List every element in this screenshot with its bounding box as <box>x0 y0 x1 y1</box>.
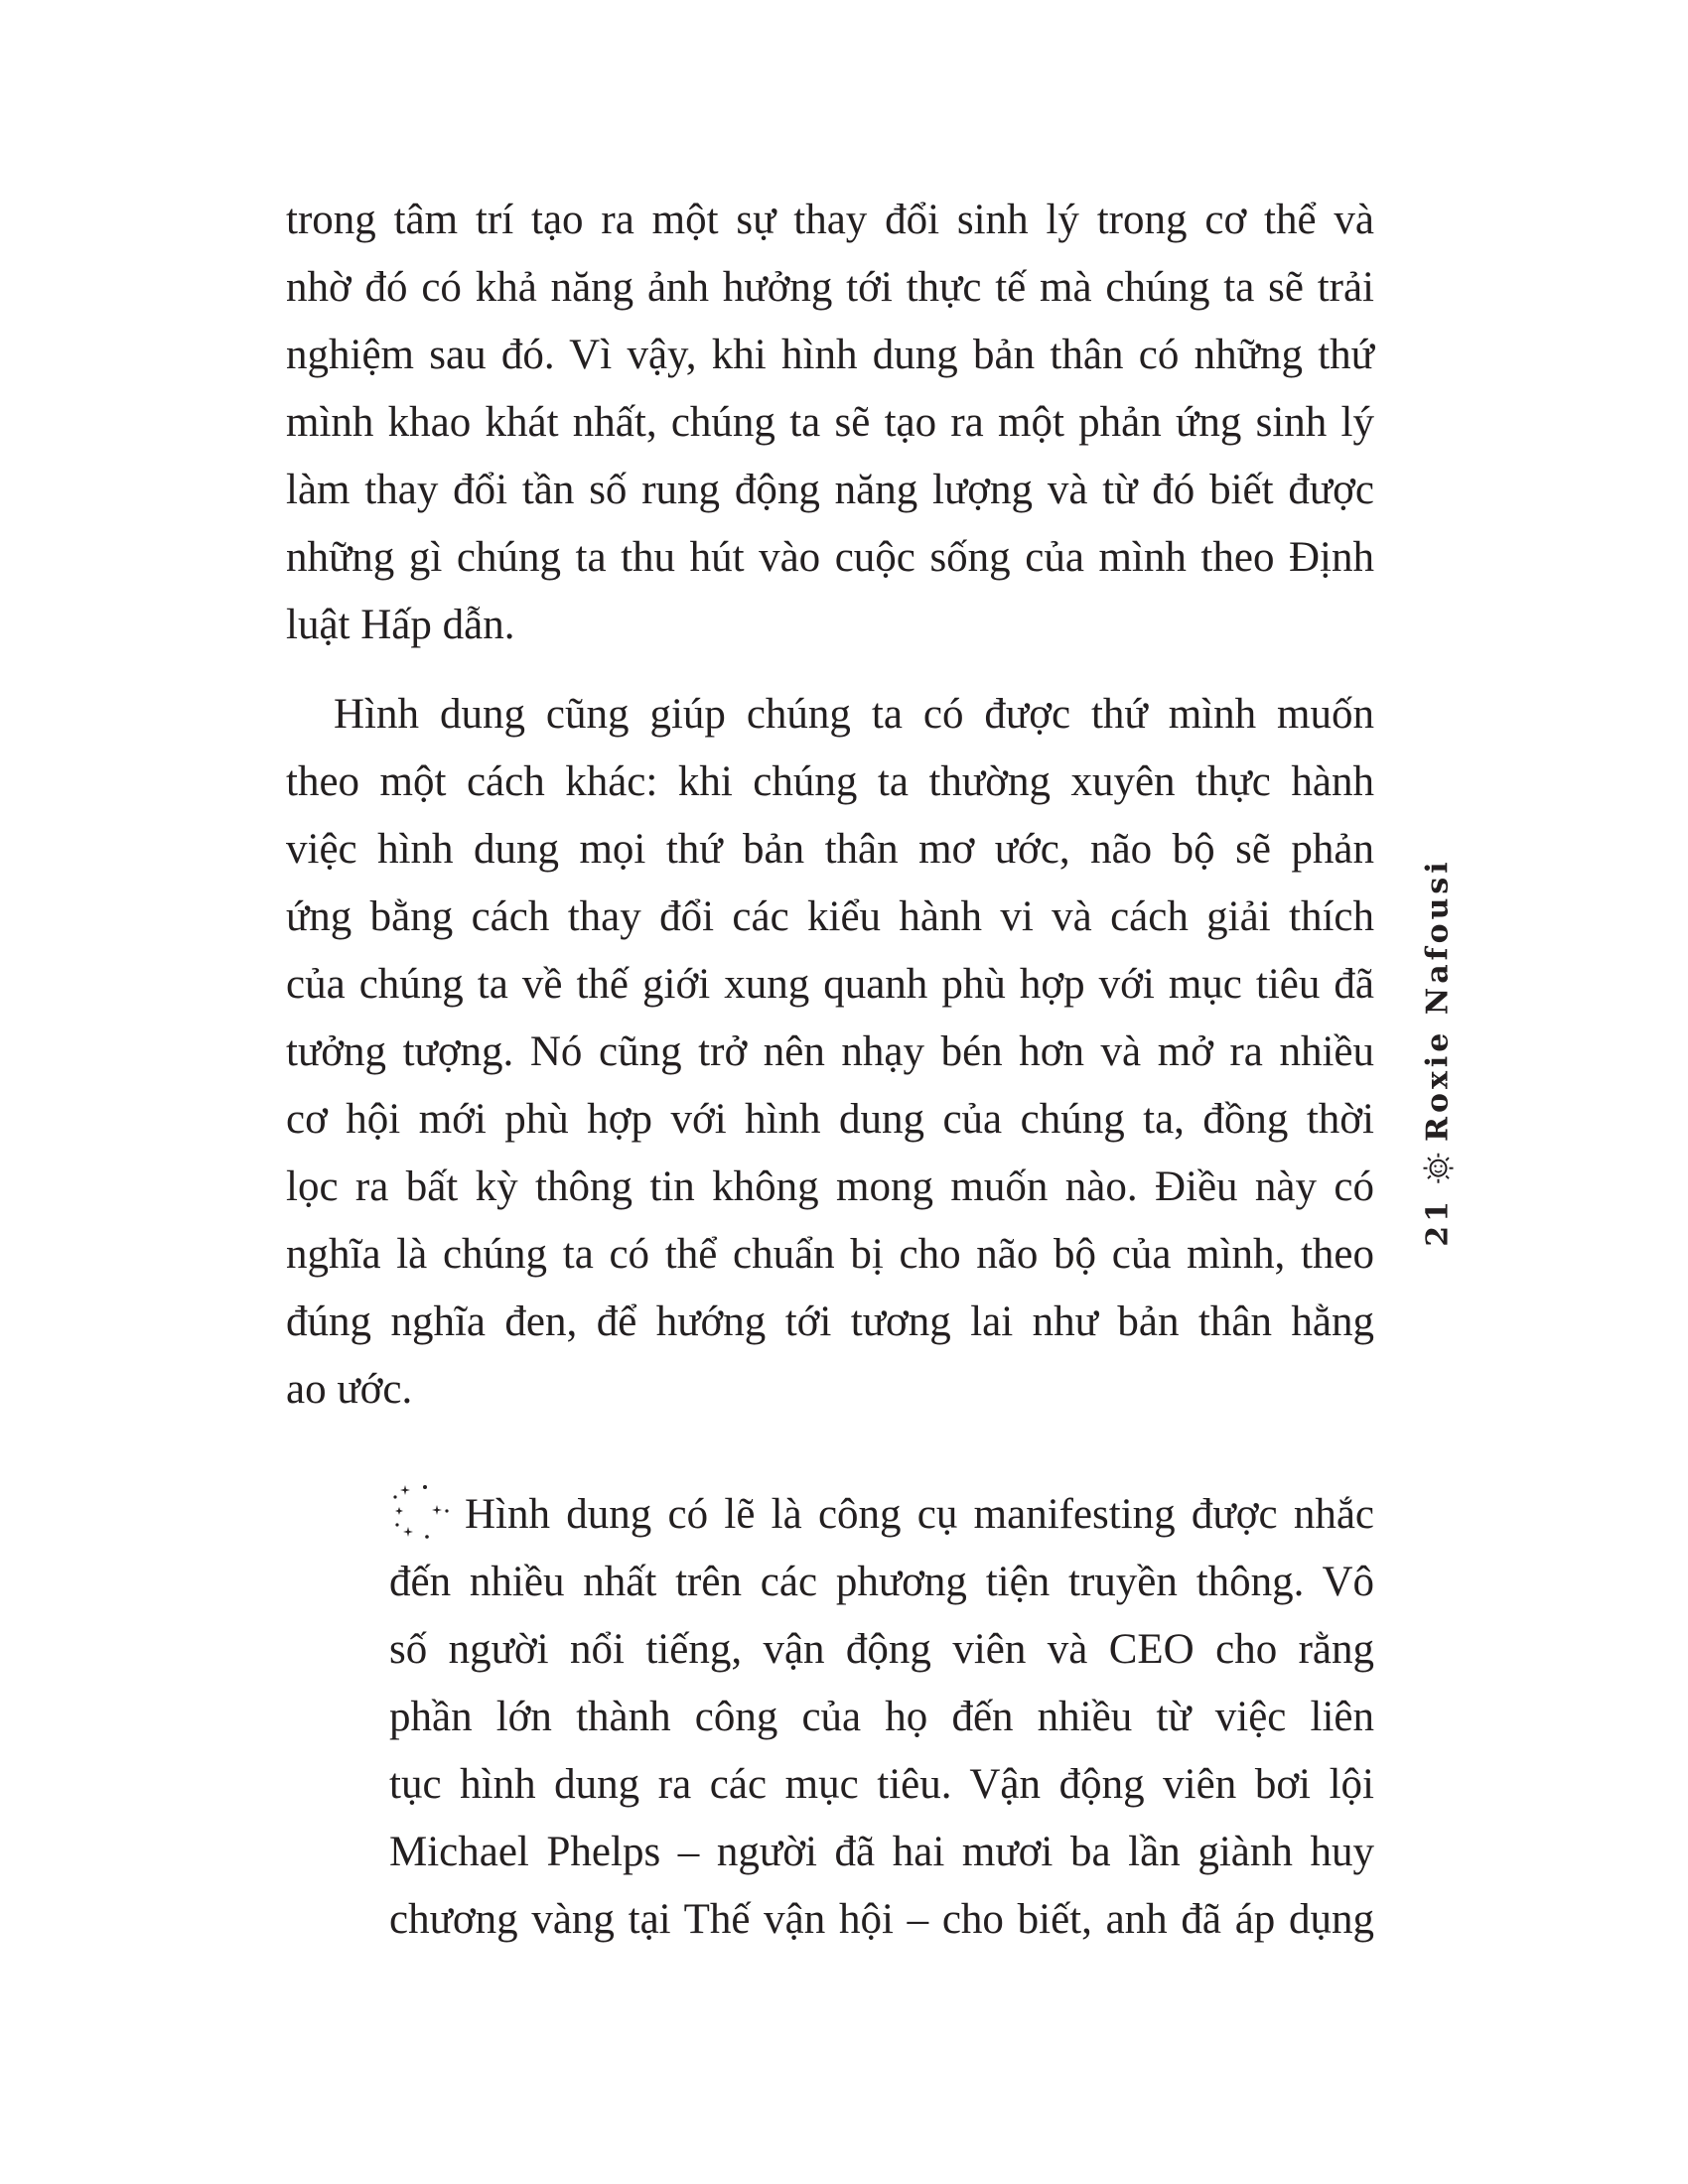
text-line: lọc ra bất kỳ thông tin không mong muốn nào. Điều này có <box>286 1163 1374 1210</box>
text-line: Hình dung có lẽ là công cụ manifesting được nhắc <box>465 1491 1374 1538</box>
text-line: nghiệm sau đó. Vì vậy, khi hình dung bản thân có những thứ <box>286 332 1374 378</box>
text-line: phần lớn thành công của họ đến nhiều từ việc liên <box>389 1694 1374 1740</box>
author-name: Roxie Nafousi <box>1420 858 1456 1142</box>
text-line: việc hình dung mọi thứ bản thân mơ ước, não bộ sẽ phản <box>286 826 1374 873</box>
text-line: đến nhiều nhất trên các phương tiện truyền thông. Vô <box>389 1559 1374 1605</box>
text-line: nhờ đó có khả năng ảnh hưởng tới thực tế mà chúng ta sẽ trải <box>286 264 1374 311</box>
text-line: những gì chúng ta thu hút vào cuộc sống của mình theo Định <box>286 534 1374 581</box>
text-line: luật Hấp dẫn. <box>286 602 515 648</box>
text-line: của chúng ta về thế giới xung quanh phù hợp với mục tiêu đã <box>286 961 1374 1008</box>
text-line: số người nổi tiếng, vận động viên và CEO cho rằng <box>389 1626 1374 1673</box>
moon-stars-icon <box>391 1481 453 1543</box>
text-line: chương vàng tại Thế vận hội – cho biết, anh đã áp dụng <box>389 1896 1374 1943</box>
text-line: ao ước. <box>286 1366 413 1413</box>
text-line: Hình dung cũng giúp chúng ta có được thứ mình muốn <box>334 691 1374 738</box>
text-line: theo một cách khác: khi chúng ta thường xuyên thực hành <box>286 758 1374 805</box>
text-line: nghĩa là chúng ta có thể chuẩn bị cho não bộ của mình, theo <box>286 1231 1374 1278</box>
text-line: Michael Phelps – người đã hai mươi ba lần giành huy <box>389 1829 1374 1875</box>
text-line: đúng nghĩa đen, để hướng tới tương lai như bản thân hằng <box>286 1298 1374 1345</box>
text-line: làm thay đổi tần số rung động năng lượng và từ đó biết được <box>286 467 1374 513</box>
running-footer <box>1408 858 1468 1247</box>
page-number: 21 <box>1420 1196 1456 1247</box>
text-line: tưởng tượng. Nó cũng trở nên nhạy bén hơn và mở ra nhiều <box>286 1028 1374 1075</box>
text-line: ứng bằng cách thay đổi các kiểu hành vi và cách giải thích <box>286 893 1374 940</box>
text-line: mình khao khát nhất, chúng ta sẽ tạo ra một phản ứng sinh lý <box>286 399 1374 446</box>
text-line: tục hình dung ra các mục tiêu. Vận động viên bơi lội <box>389 1761 1374 1808</box>
text-line: cơ hội mới phù hợp với hình dung của chúng ta, đồng thời <box>286 1096 1374 1143</box>
text-line: trong tâm trí tạo ra một sự thay đổi sinh lý trong cơ thể và <box>286 197 1374 243</box>
sun-face-icon <box>1421 1152 1455 1185</box>
